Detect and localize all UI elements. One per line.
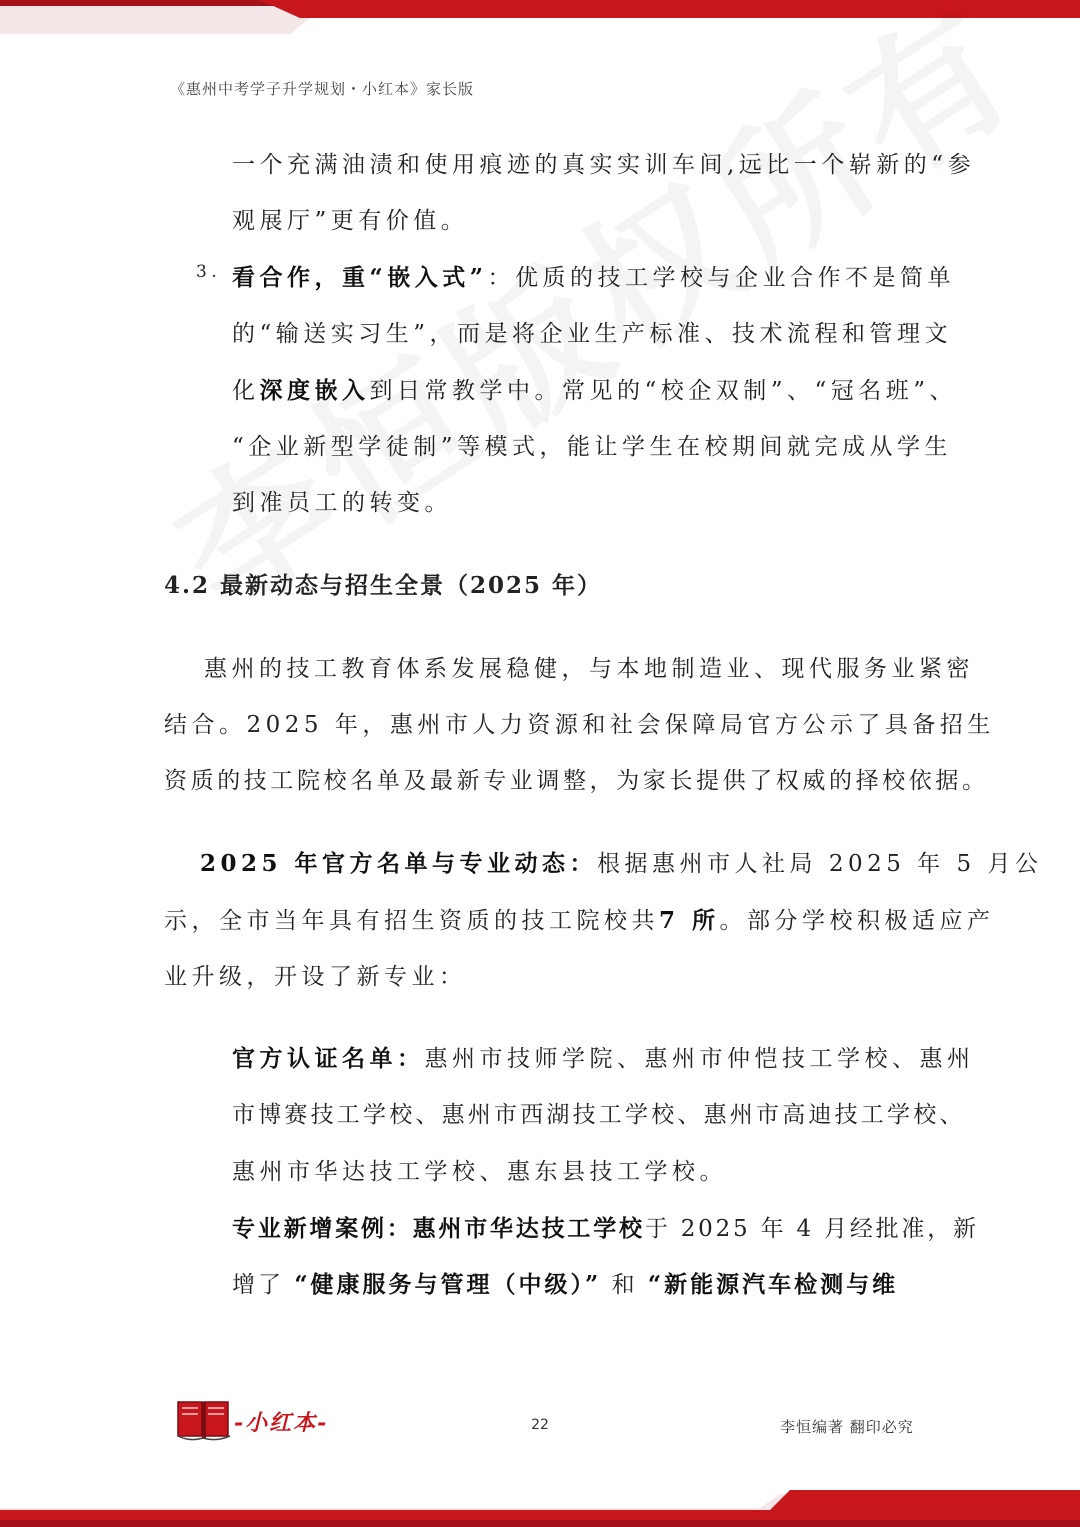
brand-logo — [176, 1398, 346, 1446]
case-school: 惠州市华达技工学校 — [412, 1215, 645, 1242]
paragraph-line: 示，全市当年具有招生资质的技工院校共7 所。部分学校积极适应产 — [164, 907, 995, 934]
school-count: 7 所 — [659, 907, 720, 934]
brand-logo-text: -小红本- — [234, 1410, 329, 1436]
paragraph-line: 惠州市华达技工学校、惠东县技工学校。 — [232, 1159, 727, 1185]
paragraph-line: 一个充满油渍和使用痕迹的真实实训车间,远比一个崭新的“参 — [232, 152, 976, 178]
bottom-decorative-band — [0, 1490, 1080, 1527]
list-item-title: 看合作，重“嵌入式” — [232, 264, 488, 291]
emphasis-text: 深度嵌入 — [259, 377, 370, 404]
page-number: 22 — [531, 1417, 549, 1433]
section-heading: 4.2 最新动态与招生全景（2025 年） — [164, 572, 603, 599]
document-header-title: 《惠州中考学子升学规划・小红本》家长版 — [170, 80, 475, 98]
paragraph-line: 观展厅”更有价值。 — [232, 208, 469, 234]
paragraph-lead: 2025 年官方名单与专业动态： — [200, 850, 598, 877]
paragraph-line: 资质的技工院校名单及最新专业调整，为家长提供了权威的择校依据。 — [164, 768, 989, 794]
paragraph-line: “企业新型学徒制”等模式，能让学生在校期间就完成从学生 — [232, 434, 953, 460]
paragraph-line: 化深度嵌入到日常教学中。常见的“校企双制”、“冠名班”、 — [232, 377, 958, 404]
book-icon — [176, 1398, 232, 1442]
paragraph-line: 市博赛技工学校、惠州市西湖技工学校、惠州市高迪技工学校、 — [232, 1102, 966, 1128]
major-name: “新能源汽车检测与维 — [647, 1271, 899, 1298]
paragraph-line: 业升级，开设了新专业： — [164, 964, 467, 990]
major-name: “健康服务与管理（中级）” — [294, 1271, 602, 1298]
paragraph-line: 的“输送实习生”，而是将企业生产标准、技术流程和管理文 — [232, 321, 953, 347]
list-item-line: 看合作，重“嵌入式”：优质的技工学校与企业合作不是简单 — [232, 264, 955, 291]
top-decorative-band — [0, 0, 1080, 40]
list-number: 3. — [196, 262, 222, 282]
paragraph-line: 增了 “健康服务与管理（中级）” 和 “新能源汽车检测与维 — [232, 1271, 899, 1298]
case-label: 专业新增案例： — [232, 1215, 413, 1242]
paragraph-line: 到准员工的转变。 — [232, 490, 452, 516]
paragraph-line: 结合。2025 年，惠州市人力资源和社会保障局官方公示了具备招生 — [164, 712, 995, 738]
paragraph-line: 2025 年官方名单与专业动态：根据惠州市人社局 2025 年 5 月公 — [200, 850, 1043, 877]
paragraph-line: 官方认证名单：惠州市技师学院、惠州市仲恺技工学校、惠州 — [232, 1045, 975, 1072]
paragraph-line: 专业新增案例：惠州市华达技工学校于 2025 年 4 月经批准，新 — [232, 1215, 979, 1242]
author-credit: 李恒编著 翻印必究 — [780, 1418, 914, 1436]
list-label: 官方认证名单： — [232, 1045, 425, 1072]
paragraph-line: 惠州的技工教育体系发展稳健，与本地制造业、现代服务业紧密 — [204, 656, 974, 682]
